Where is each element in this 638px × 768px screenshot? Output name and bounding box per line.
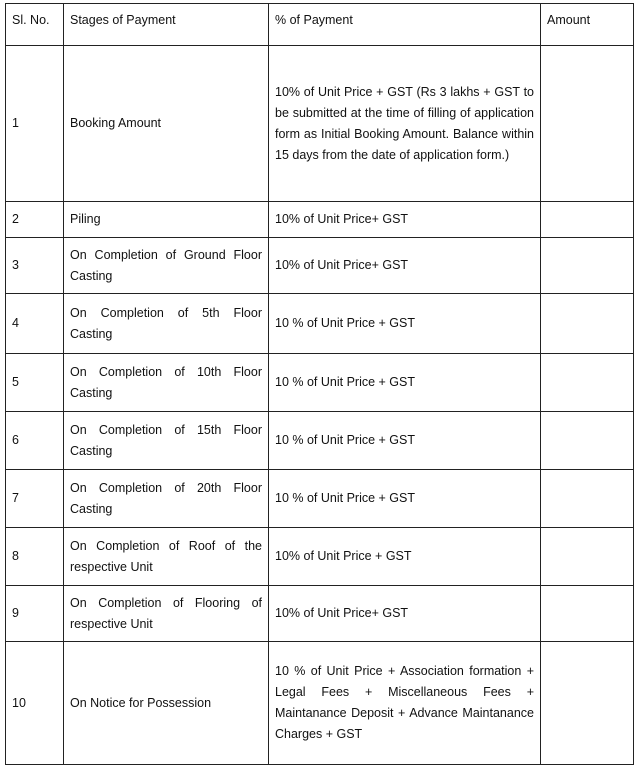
header-sl-no: Sl. No. [6, 4, 64, 46]
table-row [6, 412, 634, 470]
table-row [6, 294, 634, 354]
stage-cell: On Completion of Ground Floor Casting [64, 238, 269, 294]
amount-cell [541, 202, 634, 238]
amount-cell [541, 470, 634, 528]
percent-cell: 10% of Unit Price + GST (Rs 3 lakhs + GST to be submitted at the time of filling of application form as Initial Booking Amount. Balance within 15 days from the date of application form.) [269, 46, 541, 202]
amount-cell [541, 354, 634, 412]
table-row [6, 238, 634, 294]
table-row [6, 46, 634, 202]
sl-no-cell: 8 [6, 528, 64, 586]
sl-no-cell: 1 [6, 46, 64, 202]
percent-cell: 10% of Unit Price + GST [269, 528, 541, 586]
percent-cell: 10 % of Unit Price + GST [269, 412, 541, 470]
percent-cell: 10% of Unit Price+ GST [269, 238, 541, 294]
table-row [6, 586, 634, 642]
header-amount: Amount [541, 4, 634, 46]
amount-cell [541, 642, 634, 765]
sl-no-cell: 3 [6, 238, 64, 294]
stage-cell: On Completion of Roof of the respective Unit [64, 528, 269, 586]
amount-cell [541, 238, 634, 294]
header-percent: % of Payment [269, 4, 541, 46]
percent-cell: 10 % of Unit Price + GST [269, 354, 541, 412]
table-row [6, 528, 634, 586]
amount-cell [541, 294, 634, 354]
sl-no-cell: 9 [6, 586, 64, 642]
sl-no-cell: 4 [6, 294, 64, 354]
amount-cell [541, 46, 634, 202]
header-stages: Stages of Payment [64, 4, 269, 46]
sl-no-cell: 6 [6, 412, 64, 470]
stage-cell: On Completion of Flooring of respective Unit [64, 586, 269, 642]
percent-cell: 10% of Unit Price+ GST [269, 202, 541, 238]
header-row [6, 4, 634, 46]
percent-cell: 10 % of Unit Price + GST [269, 294, 541, 354]
stage-cell: On Notice for Possession [64, 642, 269, 765]
table-row [6, 642, 634, 765]
amount-cell [541, 412, 634, 470]
sl-no-cell: 2 [6, 202, 64, 238]
table-row [6, 354, 634, 412]
stage-cell: Piling [64, 202, 269, 238]
sl-no-cell: 10 [6, 642, 64, 765]
table-row [6, 470, 634, 528]
stage-cell: On Completion of 10th Floor Casting [64, 354, 269, 412]
amount-cell [541, 528, 634, 586]
amount-cell [541, 586, 634, 642]
percent-cell: 10 % of Unit Price + GST [269, 470, 541, 528]
percent-cell: 10 % of Unit Price + Association formation + Legal Fees + Miscellaneous Fees + Maintanance Deposit + Advance Maintanance Charges + GST [269, 642, 541, 765]
stage-cell: On Completion of 15th Floor Casting [64, 412, 269, 470]
sl-no-cell: 5 [6, 354, 64, 412]
table-row [6, 202, 634, 238]
payment-schedule-table [5, 3, 634, 765]
stage-cell: On Completion of 5th Floor Casting [64, 294, 269, 354]
sl-no-cell: 7 [6, 470, 64, 528]
stage-cell: On Completion of 20th Floor Casting [64, 470, 269, 528]
stage-cell: Booking Amount [64, 46, 269, 202]
percent-cell: 10% of Unit Price+ GST [269, 586, 541, 642]
